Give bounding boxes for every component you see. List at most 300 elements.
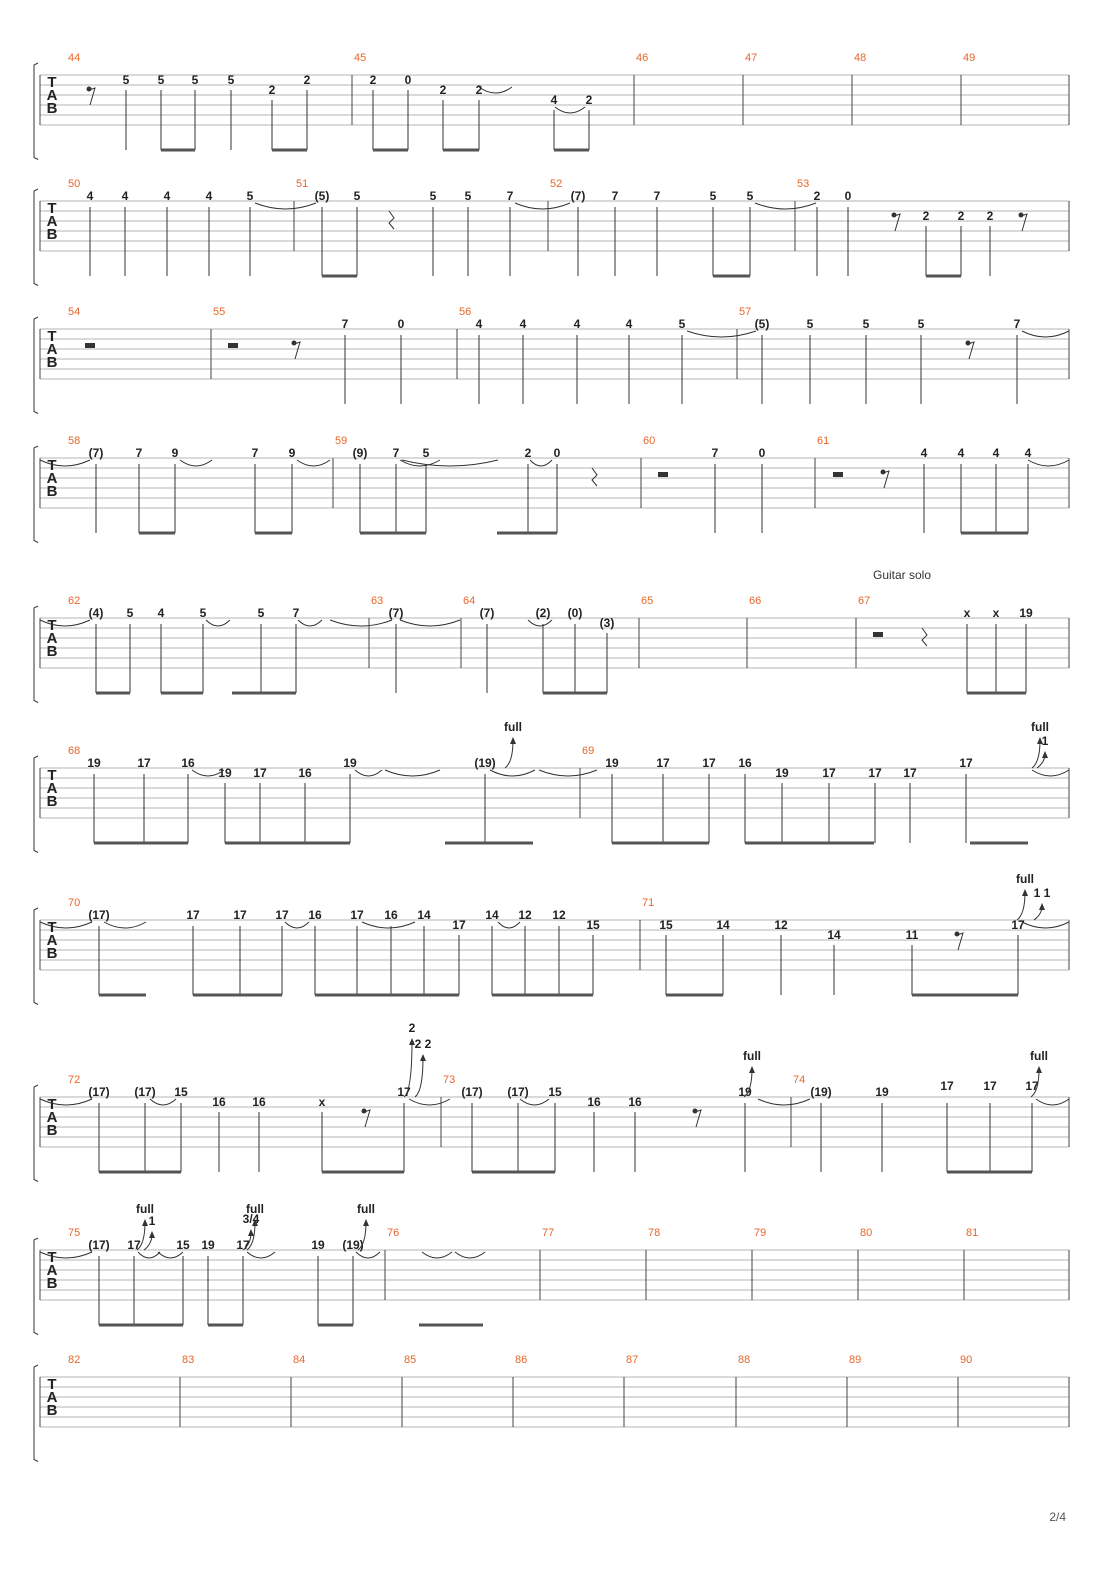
half-rest [833,472,843,477]
bend-arrowhead [749,1066,755,1073]
fret-number: 19 [775,766,789,780]
measure-number: 75 [68,1227,81,1239]
fret-number: 16 [738,756,752,770]
fret-number: 19 [1019,606,1033,620]
tab-clef-letter: T [47,74,57,91]
tie-arc [1036,1099,1069,1105]
fret-number: 5 [746,189,754,203]
fret-number: 17 [233,908,247,922]
bend-arrowhead [1036,1066,1042,1073]
tie-arc [539,770,597,776]
fret-number: 4 [573,317,581,331]
half-rest [658,472,668,477]
fret-number: 5 [126,606,134,620]
bend-label: full [743,1049,761,1063]
measure-number: 64 [463,595,476,607]
fret-number: 17 [137,756,151,770]
tie-arc [138,1252,160,1258]
tab-clef-letter: B [46,945,58,962]
fret-number: 4 [121,189,129,203]
bend-arrowhead [248,1229,254,1236]
tab-clef-letter: T [47,617,57,634]
section-label: Guitar solo [873,568,932,582]
bend-label: 2 2 [414,1037,432,1051]
fret-number: 5 [191,73,199,87]
tab-clef-letter: B [46,1402,58,1419]
fret-number: 5 [429,189,437,203]
bend-label: 1 [148,1214,156,1228]
tab-system [34,435,1069,543]
bend-arrow [1017,892,1025,920]
fret-number: 0 [844,189,852,203]
fret-number: 2 [813,189,821,203]
fret-number: 14 [485,908,499,922]
fret-number: 14 [417,908,431,922]
measure-number: 59 [335,435,348,447]
tie-arc [1022,922,1069,928]
fret-number: (7) [388,606,404,620]
fret-number: (17) [134,1085,156,1099]
tie-arc [206,620,230,626]
fret-number: 4 [475,317,483,331]
fret-number: 4 [157,606,165,620]
fret-number: 2 [369,73,377,87]
bend-arrow [1032,740,1040,768]
tab-clef-letter: B [46,100,58,117]
tie-arc [479,87,512,93]
measure-number: 84 [293,1354,306,1366]
fret-number: 4 [163,189,171,203]
tie-arc [758,1099,810,1105]
fret-number: 16 [298,766,312,780]
fret-number: 19 [875,1085,889,1099]
fret-number: 12 [552,908,566,922]
bend-arrowhead [363,1219,369,1226]
tab-clef-letter: T [47,1376,57,1393]
fret-number: 16 [384,908,398,922]
system-bracket [34,446,38,543]
tab-clef-letter: B [46,643,58,660]
tie-arc [755,203,816,209]
measure-number: 45 [354,52,367,64]
fret-number: 7 [611,189,619,203]
tab-system [34,897,1069,1005]
measure-number: 61 [817,435,830,447]
fret-number: 17 [656,756,670,770]
bend-label: full [1031,720,1049,734]
measure-number: 49 [963,52,976,64]
page-number: 2/4 [1049,1510,1066,1524]
tie-arc [298,620,322,626]
tab-clef-letter: A [46,1109,58,1126]
fret-number: 16 [212,1095,226,1109]
measure-number: 72 [68,1074,81,1086]
fret-number: 19 [311,1238,325,1252]
bend-arrowhead [1039,903,1045,910]
tab-clef-letter: T [47,457,57,474]
tab-clef-letter: T [47,1249,57,1266]
measure-number: 73 [443,1074,456,1086]
bend-label: full [1030,1049,1048,1063]
measure-number: 46 [636,52,649,64]
tie-arc [247,1252,275,1258]
fret-number: 16 [587,1095,601,1109]
measure-number: 76 [387,1227,400,1239]
fret-number: 2 [475,83,483,97]
fret-number: 9 [171,446,179,460]
tab-clef-letter: T [47,919,57,936]
fret-number: 7 [506,189,514,203]
tie-arc [297,460,330,466]
bend-label: 3/4 [242,1212,260,1226]
fret-number: 7 [653,189,661,203]
bend-arrow [415,1057,423,1097]
fret-number: 7 [135,446,143,460]
fret-number: 4 [992,446,1000,460]
measure-number: 74 [793,1074,806,1086]
fret-number: 5 [917,317,925,331]
measure-number: 65 [641,595,654,607]
tab-clef-letter: T [47,328,57,345]
fret-number: 2 [439,83,447,97]
bend-label: 1 [1041,734,1049,748]
fret-number: 17 [822,766,836,780]
tab-clef-letter: T [47,200,57,217]
measure-number: 87 [626,1354,639,1366]
fret-number: 17 [350,908,364,922]
tie-arc [355,770,382,776]
fret-number: 17 [940,1079,954,1093]
tab-clef-letter: A [46,1262,58,1279]
fret-number: 7 [1013,317,1021,331]
fret-number: 15 [586,918,600,932]
fret-number: (7) [88,446,104,460]
tie-arc [687,331,756,337]
tie-arc [498,922,520,928]
fret-number: 5 [678,317,686,331]
fret-number: 12 [774,918,788,932]
tie-arc [180,460,212,466]
measure-number: 85 [404,1354,417,1366]
fret-number: 16 [628,1095,642,1109]
system-bracket [34,1085,38,1182]
fret-number: 7 [251,446,259,460]
tab-clef-letter: B [46,354,58,371]
fret-number: (17) [88,908,110,922]
tie-arc [1032,770,1069,776]
fret-number: 7 [392,446,400,460]
fret-number: 7 [711,446,719,460]
tie-arc [515,203,570,209]
measure-number: 77 [542,1227,555,1239]
tie-arc [104,922,146,928]
fret-number: 17 [983,1079,997,1093]
fret-number: 2 [303,73,311,87]
fret-number: 14 [827,928,841,942]
measure-number: 79 [754,1227,767,1239]
fret-number: 2 [524,446,532,460]
measure-number: 88 [738,1354,751,1366]
bend-label: full [136,1202,154,1216]
fret-number: 17 [127,1238,141,1252]
tie-arc [530,460,552,466]
fret-number: 5 [806,317,814,331]
fret-number: (3) [599,616,615,630]
fret-number: 16 [252,1095,266,1109]
fret-number: 2 [585,93,593,107]
fret-number: 15 [174,1085,188,1099]
measure-number: 86 [515,1354,528,1366]
measure-number: 63 [371,595,384,607]
fret-number: (2) [535,606,551,620]
fret-number: (17) [88,1085,110,1099]
bend-label: full [1016,872,1034,886]
tab-clef-letter: A [46,213,58,230]
system-bracket [34,908,38,1005]
tab-clef-letter: B [46,1122,58,1139]
fret-number: 17 [236,1238,250,1252]
fret-number: (7) [479,606,495,620]
fret-number: 0 [758,446,766,460]
quarter-rest [389,211,394,229]
half-rest [85,343,95,348]
measure-number: 71 [642,897,655,909]
fret-number: x [992,606,1000,620]
fret-number: (17) [461,1085,483,1099]
tab-system [34,306,1069,414]
measure-number: 50 [68,178,81,190]
measure-number: 53 [797,178,810,190]
fret-number: 19 [201,1238,215,1252]
fret-number: 17 [275,908,289,922]
bend-arrowhead [142,1219,148,1226]
tab-system [34,1074,1069,1182]
fret-number: 14 [716,918,730,932]
fret-number: 0 [404,73,412,87]
tie-arc [385,770,440,776]
fret-number: 5 [157,73,165,87]
measure-number: 62 [68,595,81,607]
bend-arrowhead [510,737,516,744]
system-bracket [34,1365,38,1462]
tab-clef-letter: A [46,932,58,949]
bend-label: full [504,720,522,734]
half-rest [228,343,238,348]
bend-label: full [246,1202,264,1216]
fret-number: 5 [862,317,870,331]
tab-clef-letter: A [46,1389,58,1406]
tie-arc [422,1252,452,1258]
fret-number: (19) [810,1085,832,1099]
fret-number: 2 [957,209,965,223]
tie-arc [490,770,535,776]
fret-number: x [963,606,971,620]
system-bracket [34,63,38,160]
tab-clef-letter: A [46,470,58,487]
measure-number: 55 [213,306,226,318]
fret-number: 15 [548,1085,562,1099]
bend-arrowhead [1022,889,1028,896]
fret-number: 19 [218,766,232,780]
tab-clef-letter: A [46,630,58,647]
fret-number: 19 [605,756,619,770]
fret-number: 17 [959,756,973,770]
tie-arc [528,620,552,626]
fret-number: 17 [253,766,267,780]
tab-system [34,745,1069,853]
tab-system [34,1227,1069,1335]
fret-number: (17) [507,1085,529,1099]
tab-clef-letter: B [46,483,58,500]
fret-number: x [318,1095,326,1109]
tab-clef-letter: B [46,793,58,810]
system-bracket [34,317,38,414]
fret-number: 19 [87,756,101,770]
fret-number: 17 [903,766,917,780]
tie-arc [356,1252,380,1258]
tie-arc [455,1252,485,1258]
fret-number: 11 [905,928,919,942]
tie-arc [555,107,585,113]
fret-number: 17 [868,766,882,780]
quarter-rest [592,468,597,486]
fret-number: 19 [738,1085,752,1099]
tab-clef-letter: A [46,780,58,797]
fret-number: 12 [518,908,532,922]
fret-number: 4 [625,317,633,331]
fret-number: 2 [986,209,994,223]
measure-number: 83 [182,1354,195,1366]
tie-arc [400,620,460,626]
bend-label: 1 1 [1033,886,1051,900]
tie-arc [150,1099,176,1105]
fret-number: 17 [702,756,716,770]
system-bracket [34,189,38,286]
measure-number: 60 [643,435,656,447]
fret-number: 4 [957,446,965,460]
fret-number: 4 [86,189,94,203]
measure-number: 57 [739,306,752,318]
system-bracket [34,606,38,703]
measure-number: 47 [745,52,758,64]
system-bracket [34,1238,38,1335]
tab-system [34,1354,1069,1462]
measure-number: 52 [550,178,563,190]
measure-number: 82 [68,1354,81,1366]
tie-arc [1022,331,1069,337]
fret-number: 17 [397,1085,411,1099]
fret-number: 19 [343,756,357,770]
measure-number: 66 [749,595,762,607]
fret-number: 4 [550,93,558,107]
measure-number: 90 [960,1354,973,1366]
measure-number: 81 [966,1227,979,1239]
tie-arc [285,922,309,928]
bend-arrowhead [420,1054,426,1061]
tab-system [34,178,1069,286]
measure-number: 80 [860,1227,873,1239]
bend-label: 2 [408,1021,416,1035]
fret-number: 16 [308,908,322,922]
fret-number: 7 [292,606,300,620]
fret-number: 5 [199,606,207,620]
fret-number: 17 [186,908,200,922]
fret-number: (0) [567,606,583,620]
half-rest [873,632,883,637]
tab-system [34,595,1069,703]
measure-number: 70 [68,897,81,909]
fret-number: 5 [227,73,235,87]
measure-number: 78 [648,1227,661,1239]
fret-number: 17 [1025,1079,1039,1093]
bend-label: full [357,1202,375,1216]
fret-number: 4 [205,189,213,203]
bend-arrowhead [149,1231,155,1238]
fret-number: 5 [464,189,472,203]
tab-clef-letter: A [46,341,58,358]
bend-arrowhead [1042,751,1048,758]
fret-number: 17 [1011,918,1025,932]
tab-clef-letter: B [46,226,58,243]
fret-number: (9) [352,446,368,460]
fret-number: 0 [397,317,405,331]
measure-number: 68 [68,745,81,757]
measure-number: 51 [296,178,309,190]
tie-arc [402,460,498,466]
tie-arc [520,1099,549,1105]
tab-clef-letter: A [46,87,58,104]
measure-number: 44 [68,52,81,64]
fret-number: 4 [920,446,928,460]
fret-number: (5) [314,189,330,203]
system-bracket [34,756,38,853]
tie-arc [158,1252,183,1258]
fret-number: 5 [257,606,265,620]
fret-number: 5 [122,73,130,87]
fret-number: (4) [88,606,104,620]
fret-number: 4 [519,317,527,331]
tie-arc [409,1099,450,1105]
measure-number: 54 [68,306,81,318]
fret-number: 2 [922,209,930,223]
fret-number: (19) [342,1238,364,1252]
fret-number: 5 [246,189,254,203]
fret-number: 9 [288,446,296,460]
measure-number: 69 [582,745,595,757]
tab-clef-letter: T [47,1096,57,1113]
fret-number: 16 [181,756,195,770]
fret-number: (7) [570,189,586,203]
measure-number: 67 [858,595,871,607]
fret-number: 5 [422,446,430,460]
fret-number: 5 [709,189,717,203]
tab-clef-letter: T [47,767,57,784]
fret-number: (17) [88,1238,110,1252]
tab-system [34,52,1069,160]
fret-number: 15 [659,918,673,932]
measure-number: 89 [849,1354,862,1366]
tab-clef-letter: B [46,1275,58,1292]
fret-number: 5 [353,189,361,203]
fret-number: 0 [553,446,561,460]
measure-number: 48 [854,52,867,64]
fret-number: 2 [268,83,276,97]
measure-number: 58 [68,435,81,447]
quarter-rest [922,628,927,646]
tie-arc [330,620,392,626]
fret-number: 15 [176,1238,190,1252]
tie-arc [255,203,316,209]
